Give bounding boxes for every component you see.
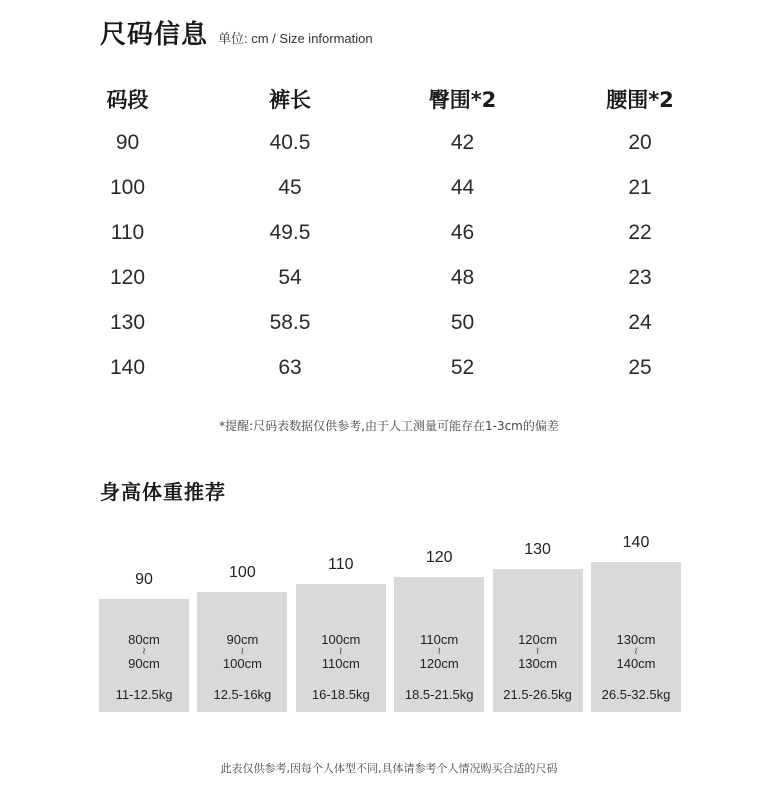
cell-hip: 48 [450,265,475,289]
range-tilde: ≀ [437,646,442,657]
weight-range: 18.5-21.5kg [404,687,474,702]
weight-range: 16-18.5kg [311,687,370,702]
cell-length: 40.5 [269,130,311,154]
recommend-chart [99,533,681,712]
cell-waist: 25 [628,355,652,379]
cell-length: 63 [278,355,302,379]
recommend-box [493,569,583,712]
cell-waist: 24 [628,310,652,334]
weight-range: 21.5-26.5kg [503,687,572,702]
cell-hip: 46 [450,220,475,244]
size-label: 140 [622,533,650,551]
recommend-box [591,562,681,713]
header-waist: 腰围*2 [606,88,674,112]
cell-waist: 22 [628,220,652,244]
table-row [60,255,740,300]
cell-hip: 50 [450,310,475,334]
cell-size: 110 [110,220,145,244]
recommend-column [296,556,386,712]
recommend-column [493,541,583,712]
recommend-column [197,564,287,713]
height-to: 140cm [616,656,656,671]
page-title: 尺码信息 [100,20,209,50]
height-from: 120cm [518,632,558,647]
recommend-text [296,633,386,702]
header-hip: 臀围*2 [428,88,497,112]
header-length: 裤长 [269,88,311,112]
recommend-title: 身高体重推荐 [100,480,226,504]
height-to: 100cm [222,656,262,671]
unit-label: 单位: cm / Size information [218,31,373,46]
cell-hip: 44 [450,175,475,199]
recommend-text [197,633,287,702]
cell-waist: 20 [628,130,652,154]
table-row [60,345,740,390]
range-tilde: ≀ [338,646,343,657]
height-from: 130cm [616,632,656,647]
weight-range: 12.5-16kg [213,687,272,702]
cell-size: 120 [109,265,146,289]
table-header-row [60,78,740,120]
table-row [60,210,740,255]
recommend-text [493,633,583,702]
height-from: 90cm [226,632,259,647]
weight-range: 11-12.5kg [115,687,173,702]
header [100,14,373,51]
cell-length: 45 [278,175,302,199]
size-table [60,78,740,390]
measurement-note: *提醒:尺码表数据仅供参考,由于人工测量可能存在1-3cm的偏差 [219,419,559,433]
recommend-column [591,534,681,713]
recommend-box [99,599,189,712]
recommend-text [591,633,681,702]
table-row [60,300,740,345]
height-to: 130cm [518,656,558,671]
range-tilde: ≀ [240,646,245,657]
cell-size: 140 [109,355,146,379]
cell-size: 100 [109,175,146,199]
size-label: 120 [425,548,453,566]
size-label: 130 [524,541,551,558]
size-label: 100 [229,563,256,581]
recommend-box [197,592,287,713]
recommend-box [394,577,484,713]
range-tilde: ≀ [535,646,540,657]
recommend-column [394,549,484,713]
height-to: 120cm [419,656,459,671]
cell-length: 54 [278,265,302,289]
recommend-text [99,633,189,702]
height-to: 90cm [128,656,160,671]
weight-range: 26.5-32.5kg [601,687,671,702]
size-label: 90 [135,571,153,588]
cell-length: 49.5 [269,220,311,244]
recommend-column [99,571,189,712]
range-tilde: ≀ [634,646,638,657]
recommend-box [296,584,386,712]
cell-waist: 21 [628,175,652,199]
cell-waist: 23 [628,265,652,289]
cell-size: 90 [115,130,140,154]
bottom-note: 此表仅供参考,因每个人体型不同,具体请参考个人情况购买合适的尺码 [220,762,558,775]
table-row [60,120,740,165]
recommend-text [394,633,484,702]
height-from: 110cm [420,632,459,647]
height-from: 80cm [128,632,160,647]
cell-hip: 52 [450,355,475,379]
cell-hip: 42 [450,130,475,154]
table-row [60,165,740,210]
size-label: 110 [328,556,354,573]
header-size: 码段 [106,88,149,112]
range-tilde: ≀ [142,646,146,657]
cell-length: 58.5 [269,310,311,334]
height-from: 100cm [321,632,361,647]
cell-size: 130 [109,310,146,334]
height-to: 110cm [321,656,360,671]
